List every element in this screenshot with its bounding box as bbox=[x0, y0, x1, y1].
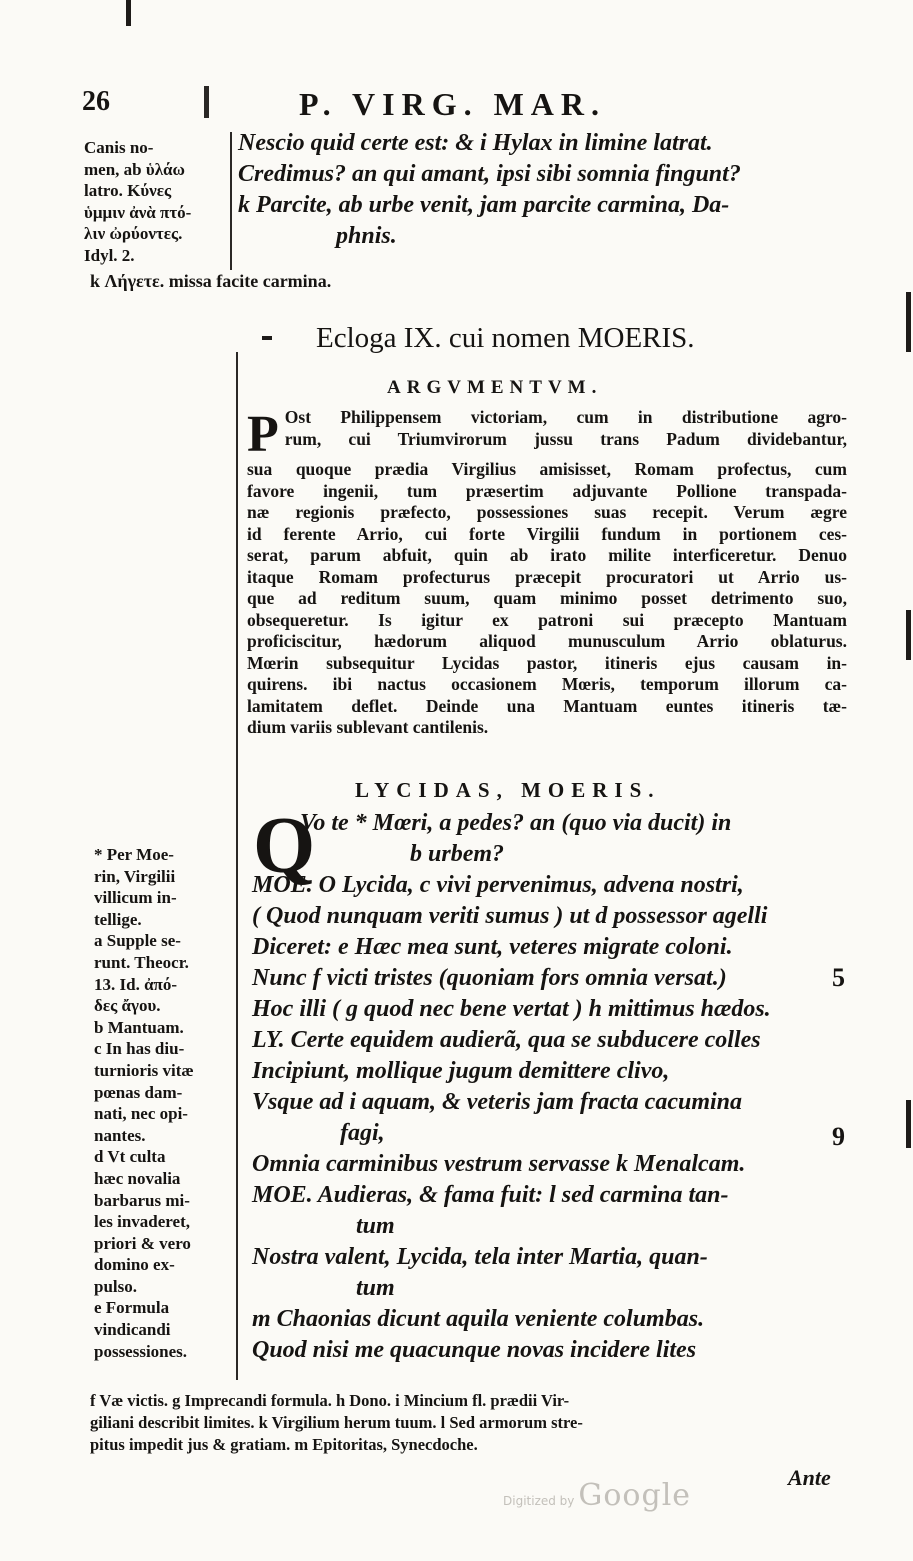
side-note-line: tellige. bbox=[94, 909, 142, 929]
side-note-line: δες ἄγου. bbox=[94, 996, 161, 1016]
argument-line: proficiscitur, hædorum aliquod munusculum Arrio oblaturus. bbox=[247, 631, 847, 651]
argument-line: serat, parum abfuit, quin ab irato milite interficeretur. Denuo bbox=[247, 545, 847, 565]
top-verses bbox=[238, 128, 741, 252]
side-note-line: c In has diu- bbox=[94, 1039, 185, 1059]
argument-body bbox=[247, 407, 847, 739]
side-note-line: hæc novalia bbox=[94, 1168, 181, 1188]
eclogue-title: Ecloga IX. cui nomen MOERIS. bbox=[316, 322, 695, 354]
side-note-line: 13. Id. ἀπό- bbox=[94, 974, 178, 994]
verse-line: Nostra valent, Lycida, tela inter Martia, quan- bbox=[252, 1244, 708, 1270]
note-line: Canis no- bbox=[84, 138, 154, 157]
argument-line: obsequeretur. Is igitur ex patroni sui præcepto Mantuam bbox=[247, 609, 847, 630]
verse-line: tum bbox=[356, 1213, 395, 1239]
verse-line: Vsque ad i aquam, & veteris jam fracta cacumina bbox=[252, 1089, 742, 1115]
main-column-rule bbox=[236, 352, 238, 1380]
verse-line: Vo te * Mœri, a pedes? an (quo via ducit) in bbox=[300, 810, 732, 836]
top-footnote: k Λήγετε. missa facite carmina. bbox=[90, 271, 332, 291]
argument-line: favore ingenii, tum præsertim adjuvante Pollione transpada- bbox=[247, 480, 847, 501]
argument-line: itaque Romam profecturus præcepit procuratori ut Arrio us- bbox=[247, 566, 847, 587]
argument-line: sua quoque prædia Virgilius amisisset, Romam profectus, cum bbox=[247, 459, 847, 479]
side-note-line: a Supple se- bbox=[94, 931, 181, 951]
argument-line: quirens. ibi nactus occasionem Mœris, temporum illorum ca- bbox=[247, 674, 847, 694]
footnote-line: f Væ victis. g Imprecandi formula. h Dono. i Mincium fl. prædii Vir- bbox=[90, 1391, 570, 1410]
verse-line: tum bbox=[356, 1275, 395, 1301]
side-note-line: nati, nec opi- bbox=[94, 1104, 188, 1124]
header-tick bbox=[204, 86, 209, 118]
side-note-line: villicum in- bbox=[94, 888, 177, 908]
verse-line: b urbem? bbox=[410, 841, 505, 867]
side-note-line: priori & vero bbox=[94, 1233, 191, 1253]
argument-line: Mœrin subsequitur Lycidas pastor, itineris ejus causam in- bbox=[247, 652, 847, 673]
verse-line: MOE. Audieras, & fama fuit: l sed carmina tan- bbox=[252, 1182, 729, 1208]
verse-line: LY. Certe equidem audierã, qua se subducere colles bbox=[252, 1027, 761, 1053]
verse-line: Omnia carminibus vestrum servasse k Menalcam. bbox=[252, 1151, 746, 1177]
verse-line: Incipiunt, mollique jugum demittere clivo, bbox=[252, 1058, 670, 1084]
side-note-line: possessiones. bbox=[94, 1341, 188, 1361]
verse-line: phnis. bbox=[336, 223, 397, 249]
digitized-prefix: Digitized by bbox=[503, 1494, 575, 1508]
argument-line: que ad reditum suum, quam minimo posset detrimento suo, bbox=[247, 588, 847, 608]
footnotes bbox=[90, 1390, 583, 1456]
side-note-line: rin, Virgilii bbox=[94, 866, 176, 886]
argument-line: lamitatem deflet. Deinde una Mantuam euntes itineris tæ- bbox=[247, 695, 847, 716]
verse-line: MOE. O Lycida, c vivi pervenimus, advena nostri, bbox=[252, 872, 744, 898]
top-column-rule bbox=[230, 132, 232, 270]
page-edge-mark bbox=[906, 1100, 911, 1148]
running-head: P. VIRG. MAR. bbox=[299, 86, 607, 122]
verse-line: Nunc f victi tristes (quoniam fors omnia versat.) bbox=[252, 965, 727, 991]
verse-line: k Parcite, ab urbe venit, jam parcite carmina, Da- bbox=[238, 192, 730, 218]
verse-line: Diceret: e Hæc mea sunt, veteres migrate coloni. bbox=[252, 934, 733, 960]
side-note-line: turnioris vitæ bbox=[94, 1060, 194, 1080]
line-number-5: 5 bbox=[832, 963, 845, 992]
side-note-line: pulso. bbox=[94, 1276, 137, 1296]
argument-line: rum, cui Triumvirorum jussu trans Padum dividebantur, bbox=[284, 428, 847, 449]
running-header bbox=[82, 86, 682, 126]
argument-line: Ost Philippensem victoriam, cum in distributione agro- bbox=[284, 407, 847, 427]
argument-title: ARGVMENTVM. bbox=[387, 377, 603, 398]
side-note-line: vindicandi bbox=[94, 1320, 171, 1340]
side-notes bbox=[94, 844, 194, 1362]
verse-line: m Chaonias dicunt aquila veniente columbas. bbox=[252, 1306, 705, 1332]
verse-line: Credimus? an qui amant, ipsi sibi somnia fingunt? bbox=[238, 161, 741, 187]
verse-line: Nescio quid certe est: & i Hylax in limine latrat. bbox=[238, 130, 713, 156]
argument-dropcap: P bbox=[247, 406, 279, 463]
verse-dropcap: Q bbox=[253, 802, 316, 890]
binding-mark-top bbox=[126, 0, 131, 26]
note-line: Idyl. 2. bbox=[84, 245, 135, 265]
note-line: men, ab ὑλάω bbox=[84, 159, 185, 179]
side-note-line: d Vt culta bbox=[94, 1147, 166, 1167]
side-note-line: nantes. bbox=[94, 1125, 146, 1145]
page-number: 26 bbox=[82, 86, 110, 117]
argument-line: næ regionis præfecto, possessiones suas recepit. Verum ægre bbox=[247, 502, 847, 522]
title-bullet bbox=[262, 336, 272, 340]
side-note-line: b Mantuam. bbox=[94, 1017, 184, 1037]
page-edge-mark bbox=[906, 292, 911, 352]
argument-line: id ferente Arrio, cui forte Virgilii fundum in portionem ces- bbox=[247, 523, 847, 544]
footnote-line: giliani describit limites. k Virgilium herum tuum. l Sed armorum stre- bbox=[90, 1413, 583, 1432]
top-margin-notes bbox=[84, 137, 191, 267]
google-brand: Google bbox=[578, 1478, 692, 1513]
verse-line: ( Quod nunquam veriti sumus ) ut d possessor agelli bbox=[252, 903, 768, 929]
note-line: λιν ὠρύοντες. bbox=[84, 224, 183, 244]
side-note-line: runt. Theocr. bbox=[94, 952, 189, 972]
footnote-line: pitus impedit jus & gratiam. m Epitoritas, Synecdoche. bbox=[90, 1435, 478, 1454]
main-verses bbox=[252, 802, 771, 1366]
side-note-line: les invaderet, bbox=[94, 1212, 191, 1232]
speakers-heading: LYCIDAS, MOERIS. bbox=[355, 778, 661, 802]
side-note-line: e Formula bbox=[94, 1298, 170, 1318]
line-number-9: 9 bbox=[832, 1122, 845, 1151]
side-note-line: barbarus mi- bbox=[94, 1190, 190, 1210]
note-line: ὑμμιν ἀνὰ πτό- bbox=[84, 202, 192, 222]
side-note-line: domino ex- bbox=[94, 1255, 175, 1275]
side-note-line: pœnas dam- bbox=[94, 1082, 183, 1102]
verse-line: Quod nisi me quacunque novas incidere lites bbox=[252, 1337, 697, 1363]
page-edge-mark bbox=[906, 610, 911, 660]
verse-line: fagi, bbox=[340, 1120, 385, 1146]
digitized-watermark bbox=[503, 1478, 691, 1513]
argument-line: dium variis sublevant cantilenis. bbox=[247, 717, 489, 737]
catchword: Ante bbox=[788, 1465, 831, 1490]
side-note-line: * Per Moe- bbox=[94, 845, 174, 864]
verse-line: Hoc illi ( g quod nec bene vertat ) h mittimus hædos. bbox=[252, 996, 771, 1022]
note-line: latro. Κύνες bbox=[84, 181, 172, 201]
